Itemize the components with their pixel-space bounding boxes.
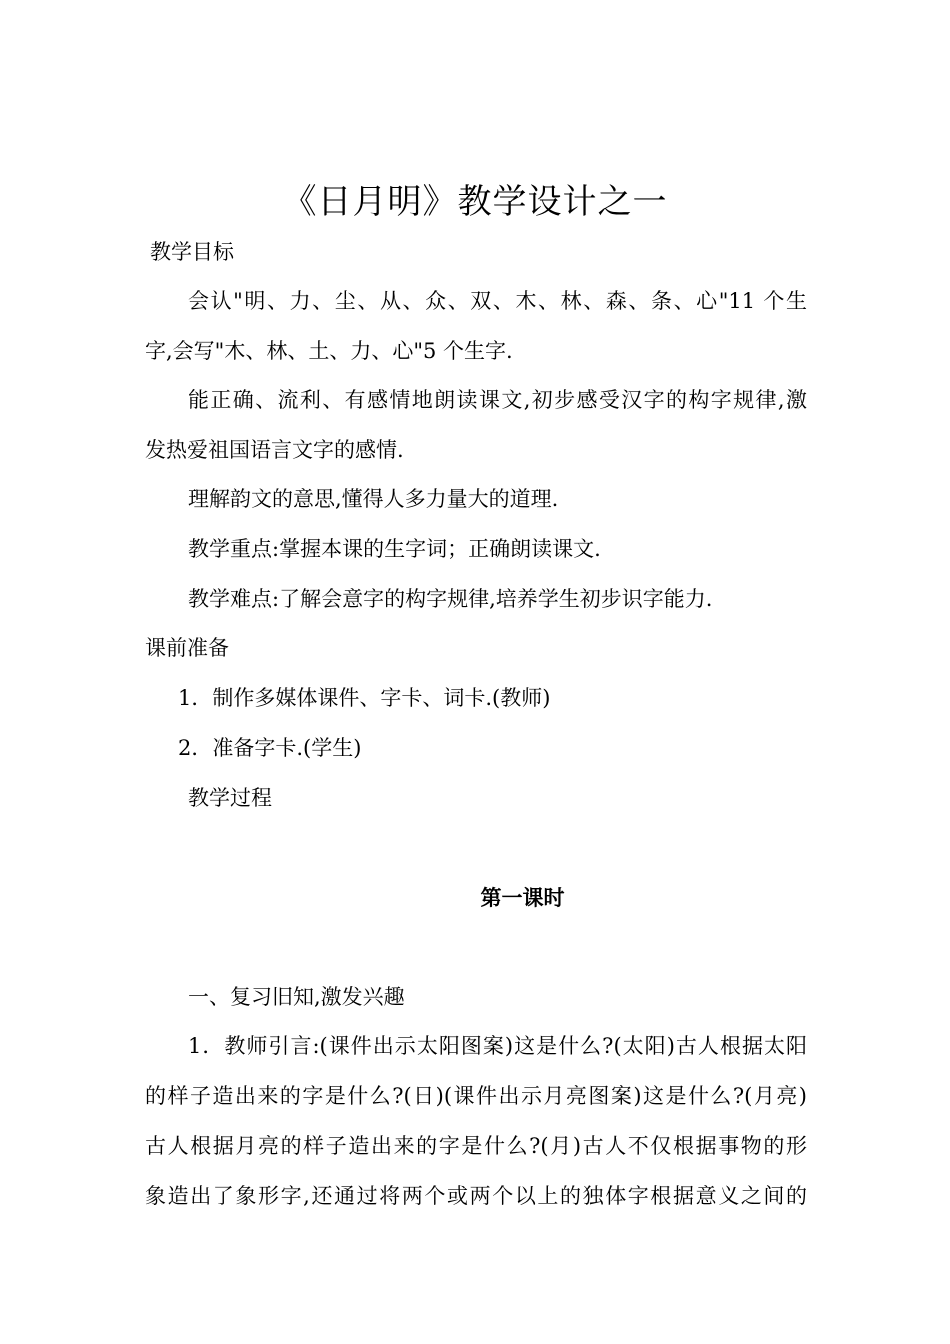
- goal-1-line-2: 字,会写"木、林、土、力、心"5 个生字.: [145, 339, 513, 363]
- section-1-heading: 一、复习旧知,激发兴趣: [188, 985, 405, 1009]
- paragraph-1-line-2: 的样子造出来的字是什么?(日)(课件出示月亮图案)这是什么?(月亮): [145, 1084, 807, 1108]
- goal-2-line-1: 能正确、流利、有感情地朗读课文,初步感受汉字的构字规律,激: [188, 388, 807, 412]
- goal-2-line-2: 发热爱祖国语言文字的感情.: [145, 438, 404, 462]
- document-title: 《日月明》教学设计之一: [282, 182, 668, 222]
- paragraph-1-line-3: 古人根据月亮的样子造出来的字是什么?(月)古人不仅根据事物的形: [145, 1134, 807, 1158]
- goals-heading: 教学目标: [150, 240, 234, 264]
- teaching-focus: 教学重点:掌握本课的生字词；正确朗读课文.: [188, 537, 601, 561]
- lesson-title: 第一课时: [480, 885, 565, 910]
- paragraph-1-line-1: 1．教师引言:(课件出示太阳图案)这是什么?(太阳)古人根据太阳: [188, 1034, 807, 1058]
- process-heading: 教学过程: [188, 786, 272, 810]
- prep-heading: 课前准备: [145, 636, 229, 660]
- prep-item-2: 2．准备字卡.(学生): [178, 736, 362, 760]
- prep-item-1: 1．制作多媒体课件、字卡、词卡.(教师): [178, 686, 551, 710]
- goal-1-line-1: 会认"明、力、尘、从、众、双、木、林、森、条、心"11 个生: [188, 289, 807, 313]
- teaching-difficulty: 教学难点:了解会意字的构字规律,培养学生初步识字能力.: [188, 587, 713, 611]
- goal-3: 理解韵文的意思,懂得人多力量大的道理.: [188, 487, 559, 511]
- paragraph-1-line-4: 象造出了象形字,还通过将两个或两个以上的独体字根据意义之间的: [145, 1184, 807, 1208]
